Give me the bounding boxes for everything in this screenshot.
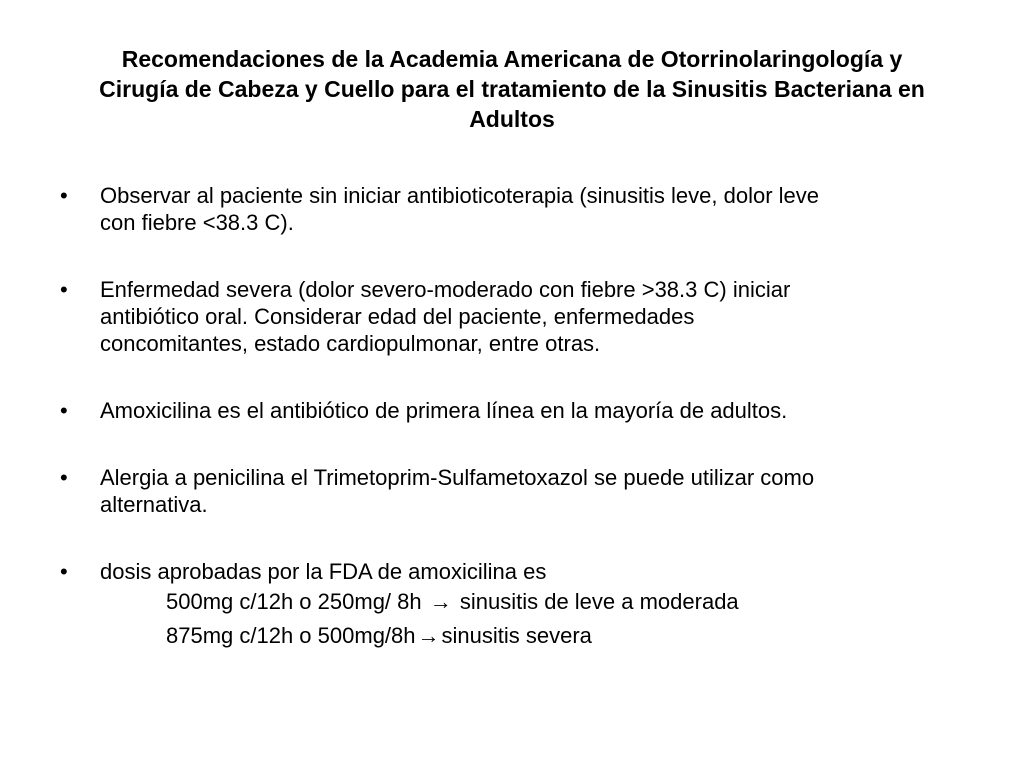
title-line: Recomendaciones de la Academia Americana de Otorrinolaringología y — [121, 46, 903, 72]
bullet-text: Enfermedad severa (dolor severo-moderado con fiebre >38.3 C) iniciar — [100, 277, 791, 302]
bullet-text: con fiebre <38.3 C). — [100, 210, 294, 235]
bullet-icon: • — [60, 277, 68, 302]
bullet-item — [0, 558, 1024, 585]
dose-text: 500mg c/12h o 250mg/ 8h — [166, 589, 428, 614]
bullet-icon: • — [60, 559, 68, 584]
bullet-text: Observar al paciente sin iniciar antibioticoterapia (sinusitis leve, dolor leve — [100, 183, 820, 208]
bullet-text: Alergia a penicilina el Trimetoprim-Sulfametoxazol se puede utilizar como — [100, 465, 815, 490]
indication-text: sinusitis de leve a moderada — [453, 589, 739, 614]
bullet-icon: • — [60, 465, 68, 490]
indication-text: sinusitis severa — [441, 623, 592, 648]
bullet-text: antibiótico oral. Considerar edad del paciente, enfermedades — [100, 304, 695, 329]
bullet-icon: • — [60, 183, 68, 208]
dosing-line — [0, 619, 1024, 653]
arrow-right-icon: → — [429, 589, 452, 614]
title-line: Adultos — [469, 106, 555, 132]
bullet-icon: • — [60, 398, 68, 423]
bullet-item — [0, 464, 1024, 518]
arrow-right-icon: → — [417, 623, 440, 648]
bullet-text: Amoxicilina es el antibiótico de primera línea en la mayoría de adultos. — [100, 398, 788, 423]
title-line: Cirugía de Cabeza y Cuello para el tratamiento de la Sinusitis Bacteriana en — [99, 76, 925, 102]
bullet-text: dosis aprobadas por la FDA de amoxicilina es — [100, 559, 547, 584]
slide-title — [60, 44, 964, 134]
bullet-item — [0, 182, 1024, 236]
bullet-item — [0, 276, 1024, 357]
bullet-text: alternativa. — [100, 492, 208, 517]
bullet-text: concomitantes, estado cardiopulmonar, entre otras. — [100, 331, 601, 356]
dose-text: 875mg c/12h o 500mg/8h — [166, 623, 416, 648]
dosing-line — [0, 585, 1024, 619]
bullet-list — [0, 180, 1024, 653]
bullet-item — [0, 397, 1024, 424]
